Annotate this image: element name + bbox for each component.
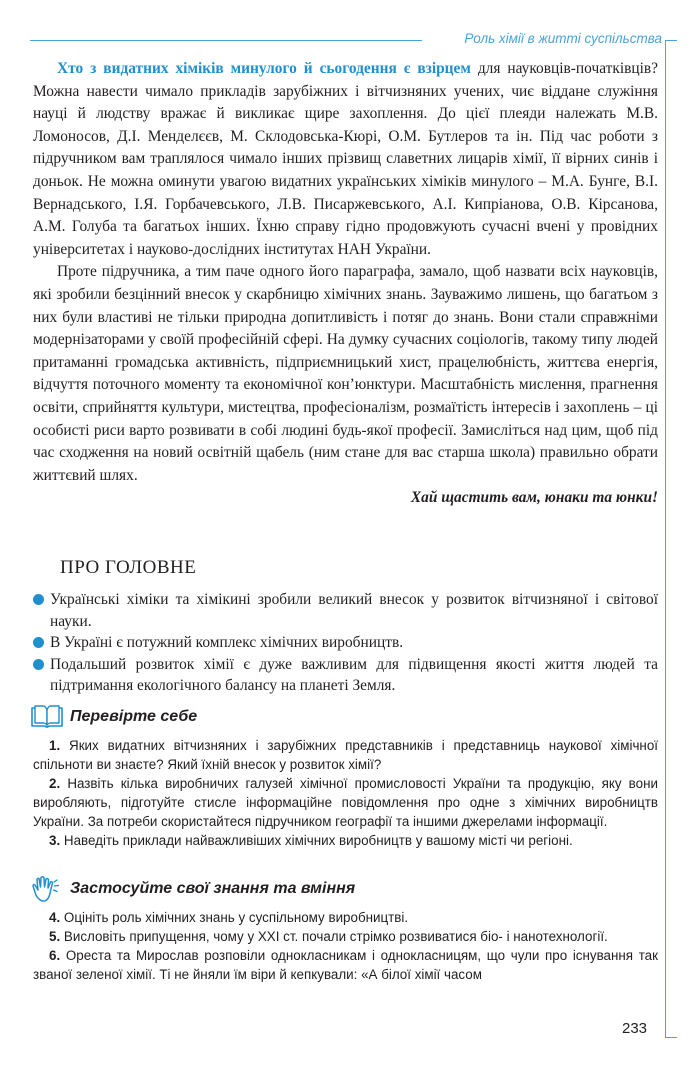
bullet-icon (33, 594, 44, 605)
header-rule (30, 40, 422, 41)
paragraph (33, 58, 658, 261)
open-book-icon (30, 704, 64, 730)
question-number: 3. (49, 833, 61, 849)
paragraph-text: для науковців-початківців? Можна навести чимало прикладів зарубіжних і вітчизняних учених, чиє віддане служіння науці й людству вражає й викликає щире захоплення. До цієї плеяди належать М.В. Ломоносов, Д.І. Менделєєв, М. Склодовська-Кюрі, О.М. Бутлеров та ін. Під час роботи з підручником вам траплялося чимало інших прізвищ славетних лицарів хімії, її вірних синів і доньок. Не можна оминути увагою видатних українських хіміків минулого – М.А. Бунге, В.І. Вернадського, І.Я. Горбачевського, Л.В. Писаржевського, А.І. Кипріанова, О.В. Кірсанова, А.М. Голуба та багатьох інших. Їхню справу гідно продовжують сучасні вчені у провідних університетах і науково-дослідних інститутах НАН України. (33, 60, 658, 258)
paragraph-lead: Хто з видатних хіміків минулого й сьогодення є взірцем (57, 60, 471, 77)
main-text (33, 58, 658, 510)
summary-item-text: Українські хіміки та хімікині зробили великий внесок у розвиток вітчизняної і світової науки. (50, 591, 658, 630)
apply-section-header (30, 876, 355, 902)
question-number: 4. (49, 910, 61, 925)
summary-item-text: В Україні є потужний комплекс хімічних виробництв. (50, 634, 404, 651)
summary-title: ПРО ГОЛОВНЕ (60, 557, 197, 578)
question-text: Ореста та Мирослав розповіли однокласникам і однокласницям, що чули про існування так званої зеленої хімії. Ті не йняли їм віри й кепкували: «А білої хімії часом (33, 948, 658, 983)
question (33, 831, 658, 850)
question-text: Назвіть кілька виробничих галузей хімічної промисловості України та продукцію, яку вони виробляють, підготуйте стисле інформаційне повідомлення про одне з хімічних виробництв України. За потреби скористайтеся підручником географії та іншими джерелами інформації. (33, 776, 658, 830)
raised-hand-icon (30, 876, 64, 902)
check-section-title: Перевірте себе (70, 708, 198, 725)
margin-rule (665, 40, 666, 1038)
question-number: 1. (49, 738, 61, 753)
page-number: 233 (622, 1020, 648, 1037)
summary-item (33, 632, 658, 654)
margin-rule-top-tick (665, 40, 677, 41)
question (33, 908, 658, 927)
paragraph (33, 261, 658, 487)
bullet-icon (33, 659, 44, 670)
paragraph-text: Проте підручника, а тим паче одного його параграфа, замало, щоб назвати всіх науковців, які зробили безцінний внесок у скарбницю хімічних знань. Зауважимо лишень, що багатьом з них були властиві не тільки природна допитливість і потяг до знань. Вони стали справжніми модернізаторами у своїй професійній сфері. На думку сучасних соціологів, такому типу людей притаманні громадська активність, підприємницький хист, працелюбність, життєва енергія, відчуття поточного моменту та економічної кон’юнктури. Масштабність мислення, прагнення освіти, сприйняття культури, мистецтва, професіоналізм, розмаїтість інтересів і захоплень – ці особисті риси варто розвивати в собі людині будь-якої професії. Замисліться над цим, щоб під час сходження на новий освітній щабель (ним стане для вас старша школа) правильно обрати життєвий шлях. (33, 263, 658, 484)
check-questions (33, 736, 658, 851)
bullet-icon (33, 637, 44, 648)
question-text: Оцініть роль хімічних знань у суспільному виробництві. (63, 910, 409, 925)
signature: Хай щастить вам, юнаки та юнки! (410, 489, 658, 507)
question (33, 774, 658, 831)
summary-list (33, 589, 658, 697)
question-number: 5. (49, 929, 61, 945)
question-text: Висловіть припущення, чому у ХХІ ст. почали стрімко розвиватися біо- і нанотехнології. (63, 929, 608, 945)
margin-rule-bottom-tick (665, 1037, 677, 1038)
summary-item (33, 654, 658, 697)
question-number: 6. (49, 948, 61, 964)
apply-questions (33, 908, 658, 984)
question-text: Яких видатних вітчизняних і зарубіжних представників і представниць наукової хімічної спільноти ви знаєте? Який їхній внесок у розвиток хімії? (33, 738, 658, 773)
summary-item (33, 589, 658, 632)
question (33, 736, 658, 774)
question (33, 946, 658, 984)
question-text: Наведіть приклади найважливіших хімічних виробництв у вашому місті чи регіоні. (63, 833, 573, 849)
apply-section-title: Застосуйте свої знання та вміння (70, 880, 356, 897)
question (33, 927, 658, 946)
summary-item-text: Подальший розвиток хімії є дуже важливим для підвищення якості життя людей та підтримання екологічного балансу на планеті Земля. (50, 655, 658, 694)
running-header-title: Роль хімії в житті суспільства (464, 31, 662, 46)
check-section-header (30, 704, 197, 730)
question-number: 2. (49, 776, 61, 792)
